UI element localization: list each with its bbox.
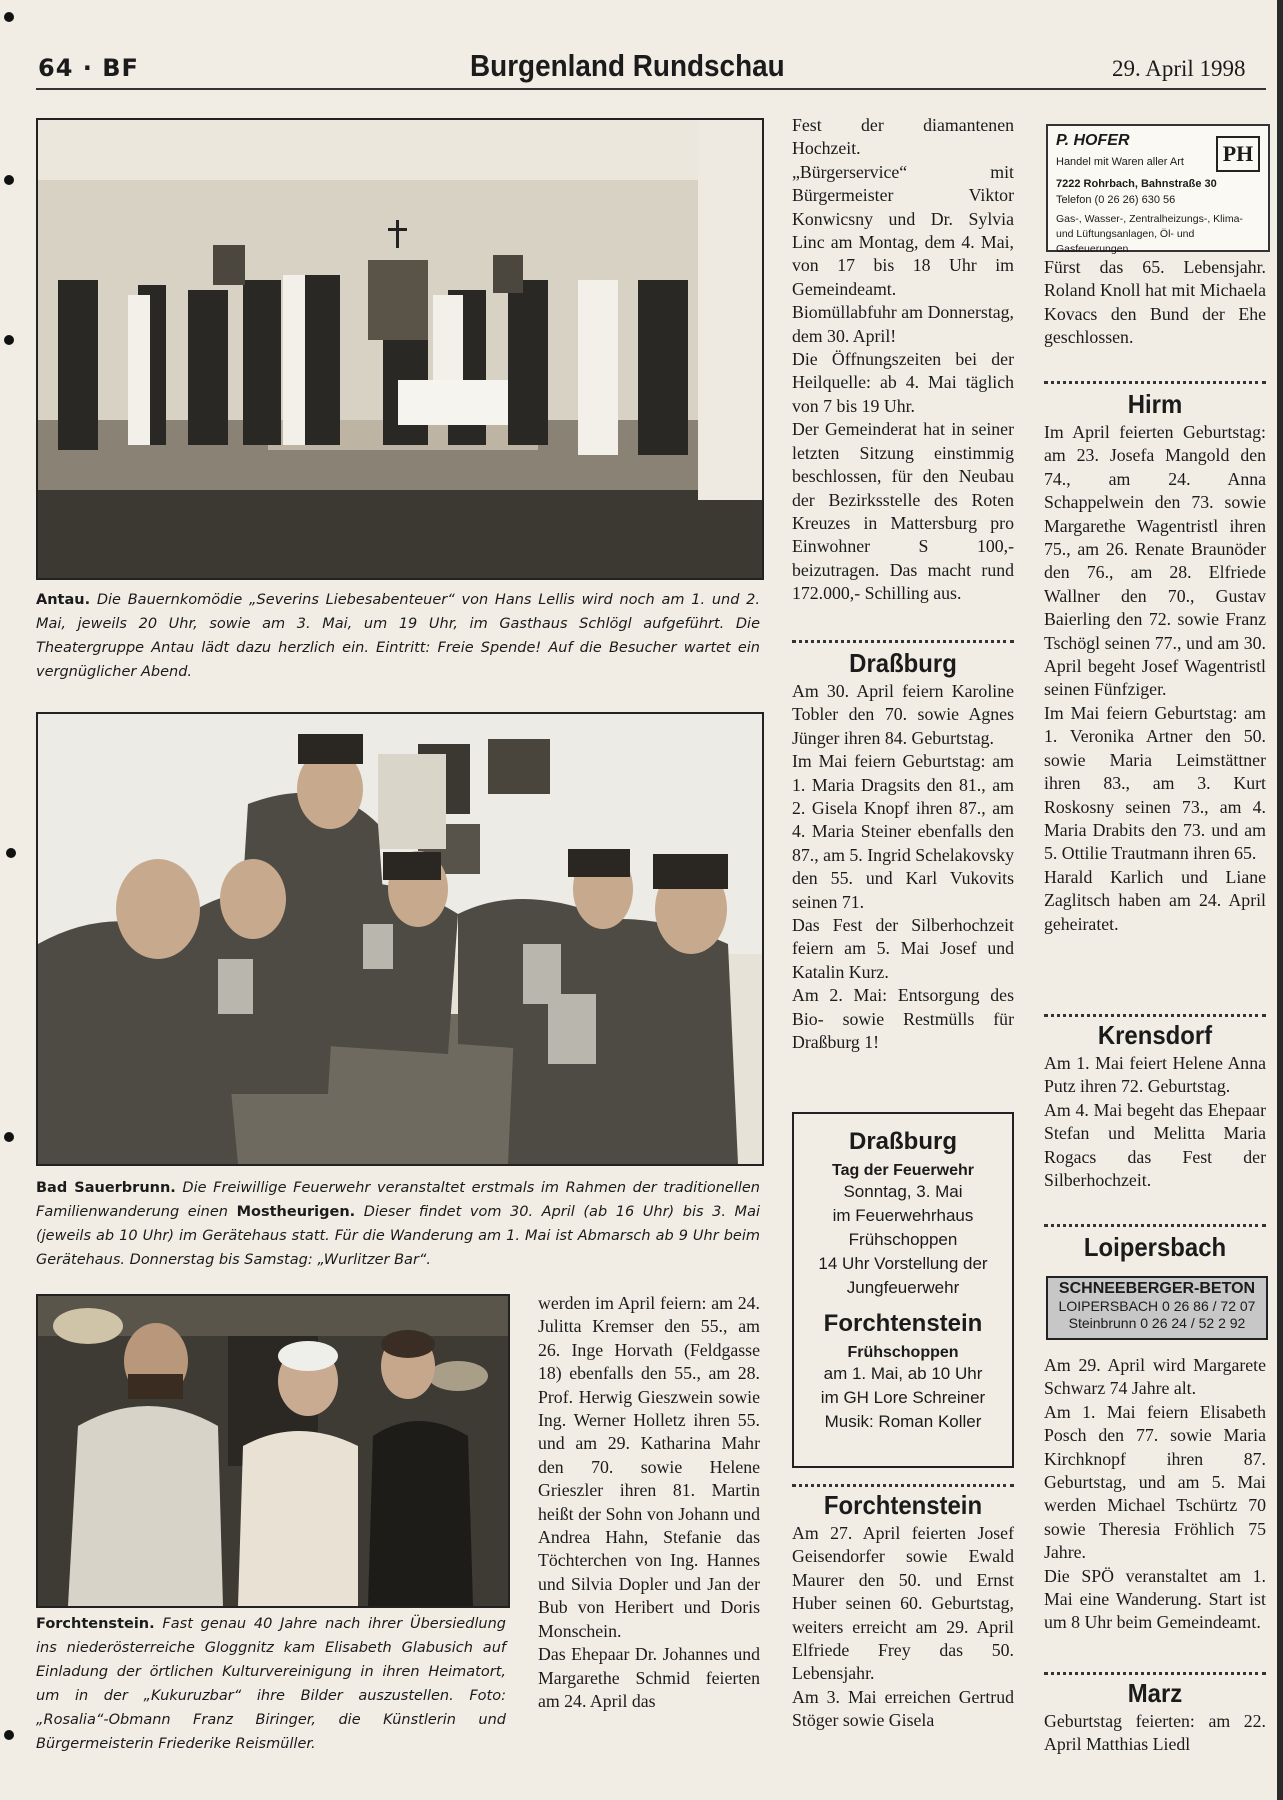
- event-box-subtitle: Tag der Feuerwehr: [832, 1162, 974, 1179]
- issue-date: 29. April 1998: [1112, 56, 1246, 81]
- punch-mark: [6, 848, 16, 858]
- caption-text: Die Bauernkomödie „Severins Liebesabenteuer“ von Hans Lellis wird noch am 1. und 2. Mai, jeweils 20 Uhr, sowie am 3. Mai, um 19 Uhr, im Gasthaus Schlögl aufgeführt. Die Theatergruppe Antau lädt dazu herzlich ein. Eintritt: Freie Spende! Auf die Besucher wartet ein vergnüglicher Abend.: [36, 592, 760, 680]
- hofer-ad: [1046, 124, 1270, 255]
- section-heading-hirm: Hirm: [1127, 389, 1183, 419]
- column-3-top-text: Fest der diamantenen Hochzeit. „Bürgerservice“ mit Bürgermeister Viktor Konwicsny und Dr. Sylvia Linc am Montag, dem 4. Mai, von 17 bis 18 Uhr im Gemeindeamt. Biomüllabfuhr am Donnerstag, dem 30. April! Die Öffnungszeiten bei der Heilquelle: ab 4. Mai täglich von 7 bis 19 Uhr. Der Gemeinderat hat in seiner letzten Sitzung einstimmig beschlossen, für den Neubau der Bezirksstelle des Roten Kreuzes in Mattersburg pro Einwohner S 100,- beizutragen. Das macht rund 172.000,- Schilling aus.: [792, 115, 1014, 604]
- event-box-subtitle: Frühschoppen: [847, 1344, 959, 1361]
- forchtenstein-caption: [36, 1612, 506, 1756]
- hirm-text: Im April feierten Geburtstag: am 23. Josefa Mangold den 74., am 24. Anna Schappelwein den 73. sowie Margarethe Wagentristl ihren 75., am 26. Renate Braunöder den 76., am 28. Elfriede Wallner den 70., Gustav Baierling den 72. sowie Franz Tschögl seinen 77., und am 30. April begeht Josef Wagentristl seinen Fünfziger. Im Mai feiern Geburtstag: am 1. Veronika Artner den 50. sowie Maria Leimstättner ihren 83., am 3. Kurt Roskosny seinen 73., am 4. Maria Drabits den 73. und am 5. Ottilie Trautmann ihren 65. Harald Karlich und Liane Zaglitsch haben am 24. April geheiratet.: [1044, 422, 1266, 934]
- forchtenstein-text: Am 27. April feierten Josef Geisendorfer sowie Ewald Maurer den 50. und Ernst Huber seinen 60. Geburtstag, weiters erreicht am 29. April Elfriede Frey das 50. Lebensjahr. Am 3. Mai erreichen Gertrud Stöger sowie Gisela: [792, 1523, 1014, 1731]
- column-4-top-text: Fürst das 65. Lebensjahr. Roland Knoll hat mit Michaela Kovacs den Bund der Ehe geschlossen.: [1044, 257, 1266, 348]
- event-box-line: am 1. Mai, ab 10 Uhr: [823, 1364, 983, 1383]
- caption-place: Bad Sauerbrunn.: [36, 1180, 176, 1196]
- loipersbach-text: Am 29. April wird Margarete Schwarz 74 Jahre alt. Am 1. Mai feiern Elisabeth Posch den 77. sowie Maria Kirchknopf ihren 87. Geburtstag, und am 5. Mai werden Michael Tschürtz 70 sowie Theresia Fröhlich 75 Jahre. Die SPÖ veranstaltet am 1. Mai eine Wanderung. Start ist um 8 Uhr beim Gemeindeamt.: [1044, 1355, 1266, 1633]
- event-box-line: im GH Lore Schreiner: [820, 1388, 986, 1407]
- firemen-photo: [36, 712, 764, 1166]
- hirm-continued-column: werden im April feiern: am 24. Julitta Kremser den 55., am 26. Inge Horvath (Feldgasse 18) ebenfalls den 55., am 28. Prof. Herwig Gieszwein sowie Ing. Werner Holletz ihren 55. und am 29. Katharina Mahr den 70. sowie Helene Grieszler ihren 81. Martin heißt der Sohn von Johann und Andrea Hahn, Stefanie das Töchterchen von Ing. Hannes und Silvia Dopler und Jan der Bub von Heribert und Doris Monschein. Das Ehepaar Dr. Johannes und Margarethe Schmid feierten am 24. April das: [538, 1293, 760, 1711]
- caption-place: Forchtenstein.: [36, 1616, 155, 1632]
- section-divider: [1044, 381, 1266, 384]
- ad-company-name: SCHNEEBERGER-BETON: [1058, 1280, 1256, 1297]
- event-box-title: Forchtenstein: [823, 1310, 983, 1337]
- ad-phone: Steinbrunn 0 26 24 / 52 2 92: [1068, 1315, 1246, 1331]
- ad-address: 7222 Rohrbach, Bahnstraße 30: [1056, 178, 1217, 190]
- event-box-line: im Feuerwehrhaus: [832, 1206, 974, 1225]
- scan-edge: [1277, 0, 1283, 1800]
- event-box-line: Frühschoppen: [848, 1230, 958, 1249]
- caption-text: Die Freiwillige Feuerwehr veranstaltet erstmals im Rahmen der traditionellen Familienwanderung einen: [36, 1180, 760, 1220]
- event-box-line: Musik: Roman Koller: [824, 1412, 982, 1431]
- punch-mark: [4, 175, 14, 185]
- hofer-logo: PH: [1216, 136, 1260, 172]
- schneeberger-ad: [1046, 1276, 1268, 1340]
- header-rule: [36, 88, 1266, 90]
- caption-highlight: Mostheurigen.: [236, 1204, 356, 1220]
- caption-place: Antau.: [36, 592, 91, 608]
- section-divider: [1044, 1224, 1266, 1227]
- section-heading-loipersbach: Loipersbach: [1083, 1232, 1227, 1262]
- event-box-line: Jungfeuerwehr: [846, 1278, 960, 1297]
- punch-mark: [4, 335, 14, 345]
- event-box-line: 14 Uhr Vorstellung der: [818, 1254, 988, 1273]
- drassburg-text: Am 30. April feiern Karoline Tobler den 70. sowie Agnes Jünger ihren 84. Geburtstag. Im Mai feiern Geburtstag: am 1. Maria Dragsits den 81., am 2. Gisela Knopf ihren 87., am 4. Maria Steiner ebenfalls den 87., am 5. Ingrid Schelakovsky den 55. und Karl Vukovits seinen 71. Das Fest der Silberhochzeit feiern am 5. Mai Josef und Katalin Kurz. Am 2. Mai: Entsorgung des Bio- sowie Restmülls für Draßburg 1!: [792, 681, 1014, 1053]
- ad-phone: LOIPERSBACH 0 26 86 / 72 07: [1058, 1298, 1256, 1314]
- newspaper-title: Burgenland Rundschau: [470, 48, 785, 83]
- antau-theater-photo: [36, 118, 764, 580]
- punch-mark: [4, 1132, 14, 1142]
- ad-services: Gas-, Wasser-, Zentralheizungs-, Klima- und Lüftungsanlagen, Öl- und Gasfeuerungen: [1056, 213, 1243, 255]
- ad-company-name: P. HOFER: [1056, 132, 1130, 149]
- page-number: 64 · BF: [38, 54, 139, 82]
- section-divider: [1044, 1014, 1266, 1017]
- ad-line: Handel mit Waren aller Art: [1056, 156, 1184, 168]
- punch-mark: [4, 1730, 14, 1740]
- krensdorf-text: Am 1. Mai feiert Helene Anna Putz ihren 72. Geburtstag. Am 4. Mai begeht das Ehepaar Stefan und Melitta Maria Rogacs das Fest der Silberhochzeit.: [1044, 1053, 1266, 1191]
- badsauerbrunn-caption: [36, 1176, 760, 1272]
- event-box-title: Draßburg: [849, 1128, 957, 1155]
- section-divider: [792, 1484, 1014, 1487]
- event-box: [792, 1112, 1014, 1468]
- section-heading-krensdorf: Krensdorf: [1097, 1020, 1213, 1050]
- section-heading-drassburg: Draßburg: [849, 648, 957, 678]
- section-divider: [1044, 1672, 1266, 1675]
- antau-caption: [36, 588, 760, 684]
- section-heading-forchtenstein: Forchtenstein: [823, 1490, 983, 1520]
- event-box-line: Sonntag, 3. Mai: [843, 1182, 963, 1201]
- caption-text: Dieser findet vom 30. April (ab 16 Uhr) bis 3. Mai (jeweils ab 10 Uhr) im Gerätehaus statt. Für die Wanderung am 1. Mai ist Abmarsch ab 9 Uhr beim Gerätehaus. Donnerstag bis Samstag: „Wurlitzer Bar“.: [36, 1204, 760, 1268]
- punch-mark: [4, 12, 14, 22]
- section-heading-marz: Marz: [1127, 1678, 1183, 1708]
- forchtenstein-photo: [36, 1294, 510, 1608]
- ad-phone: Telefon (0 26 26) 630 56: [1056, 194, 1176, 206]
- section-divider: [792, 640, 1014, 643]
- marz-text: Geburtstag feierten: am 22. April Matthias Liedl: [1044, 1711, 1266, 1755]
- caption-text: Fast genau 40 Jahre nach ihrer Übersiedlung ins niederösterreiche Gloggnitz kam Elisabeth Glabusich auf Einladung der örtlichen Kulturvereinigung in ihren Heimatort, um in der „Kukuruzbar“ ihre Bilder auszustellen. Foto: „Rosalia“-Obmann Franz Biringer, die Künstlerin und Bürgermeisterin Friederike Reismüller.: [36, 1616, 506, 1752]
